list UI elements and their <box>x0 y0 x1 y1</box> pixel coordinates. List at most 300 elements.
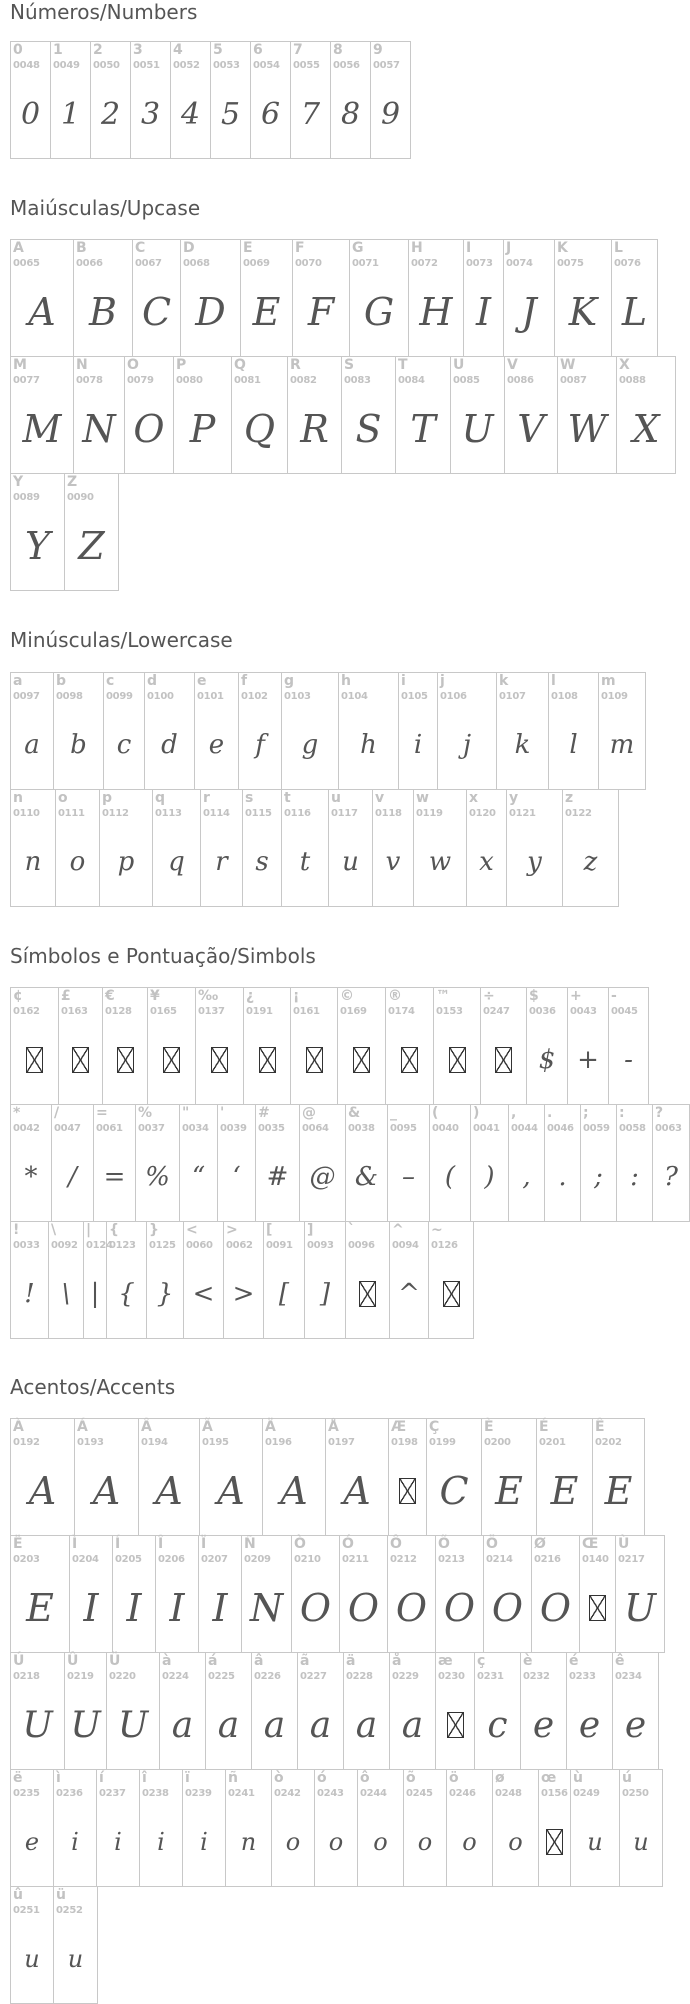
glyph-cell <box>342 357 396 473</box>
missing-glyph-icon <box>211 1047 228 1073</box>
glyph-sample: e <box>624 1704 647 1746</box>
character-code: 0104 <box>341 691 368 702</box>
character-code: 0089 <box>13 492 40 503</box>
character-code: 0090 <box>67 492 94 503</box>
glyph-sample: e <box>578 1704 601 1746</box>
glyph-cell <box>300 1105 346 1221</box>
glyph-cell <box>181 240 241 356</box>
character-code: 0040 <box>432 1123 459 1134</box>
glyph-cell <box>51 42 91 158</box>
character-code: 0057 <box>373 60 400 71</box>
character-code: 0218 <box>13 1671 40 1682</box>
glyph-sample: U <box>461 407 494 451</box>
glyph-cell <box>390 1653 436 1769</box>
glyph-preview <box>567 1681 612 1769</box>
glyph-cell <box>563 790 619 906</box>
glyph-sample: C <box>439 1469 469 1513</box>
glyph-preview <box>305 1250 345 1338</box>
character-label: H <box>411 240 423 256</box>
character-code: 0231 <box>477 1671 504 1682</box>
glyph-sample: E <box>26 1586 54 1630</box>
character-code: 0036 <box>529 1006 556 1017</box>
character-label: l <box>551 673 556 689</box>
glyph-sample: O <box>133 407 165 451</box>
glyph-sample: b <box>70 730 87 760</box>
glyph-sample: i <box>114 1828 122 1856</box>
glyph-preview <box>104 701 144 789</box>
glyph-cell <box>145 673 195 789</box>
character-code: 0093 <box>307 1240 334 1251</box>
character-label: á <box>208 1653 218 1669</box>
glyph-sample: e <box>208 730 225 760</box>
glyph-sample: u <box>342 847 359 877</box>
character-code: 0213 <box>438 1554 465 1565</box>
missing-glyph-icon <box>359 1281 376 1307</box>
glyph-sample: \ <box>61 1279 71 1309</box>
character-code: 0235 <box>13 1788 40 1799</box>
glyph-sample: s <box>255 847 269 877</box>
glyph-cell <box>174 357 232 473</box>
glyph-preview <box>54 1798 96 1886</box>
glyph-sample: { <box>118 1279 135 1309</box>
glyph-cell <box>251 42 291 158</box>
glyph-sample: a <box>263 1704 286 1746</box>
glyph-preview <box>226 1798 271 1886</box>
character-label: b <box>56 673 67 689</box>
glyph-cell <box>558 357 617 473</box>
glyph-preview <box>509 1133 544 1221</box>
glyph-sample: T <box>410 407 436 451</box>
glyph-preview <box>131 70 170 158</box>
glyph-sample: D <box>195 290 226 334</box>
glyph-cell <box>616 1536 665 1652</box>
glyph-sample: A <box>155 1469 183 1513</box>
character-code: 0047 <box>54 1123 81 1134</box>
glyph-preview <box>148 1016 195 1104</box>
character-label: ( <box>432 1105 439 1121</box>
glyph-cell <box>11 474 65 590</box>
character-label: P <box>176 357 187 373</box>
character-label: Ù <box>618 1536 630 1552</box>
character-label: ? <box>655 1105 664 1121</box>
character-code: 0116 <box>284 808 311 819</box>
character-label: i <box>401 673 406 689</box>
character-code: 0065 <box>13 258 40 269</box>
glyph-cell <box>482 1419 537 1535</box>
glyph-preview <box>339 701 398 789</box>
character-code: 0210 <box>294 1554 321 1565</box>
character-code: 0236 <box>56 1788 83 1799</box>
glyph-cell <box>11 42 51 158</box>
glyph-cell <box>244 988 291 1104</box>
glyph-preview <box>49 1250 83 1338</box>
missing-glyph-icon <box>163 1047 180 1073</box>
character-code: 0056 <box>333 60 360 71</box>
character-code: 0169 <box>340 1006 367 1017</box>
character-label: z <box>565 790 574 806</box>
glyph-preview <box>243 818 281 906</box>
character-code: 0059 <box>583 1123 610 1134</box>
character-code: 0060 <box>186 1240 213 1251</box>
glyph-preview <box>282 701 338 789</box>
glyph-cell <box>75 1419 139 1535</box>
glyph-sample: % <box>145 1162 170 1192</box>
glyph-cell <box>350 240 409 356</box>
section-title-symbols: Símbolos e Pontuação/Simbols <box>10 944 316 968</box>
glyph-sample: ( <box>444 1162 456 1192</box>
character-label: % <box>138 1105 153 1121</box>
character-code: 0112 <box>102 808 129 819</box>
character-code: 0113 <box>155 808 182 819</box>
glyph-row <box>10 1221 474 1339</box>
glyph-sample: – <box>402 1162 415 1192</box>
glyph-preview <box>56 818 99 906</box>
glyph-sample: I <box>212 1586 228 1630</box>
character-label: Œ <box>582 1536 599 1552</box>
character-code: 0075 <box>557 258 584 269</box>
character-code: 0196 <box>265 1437 292 1448</box>
glyph-cell <box>74 240 133 356</box>
character-code: 0212 <box>390 1554 417 1565</box>
character-label: n <box>13 790 23 806</box>
glyph-preview <box>125 385 173 473</box>
character-label: à <box>162 1653 172 1669</box>
glyph-cell <box>620 1770 663 1886</box>
glyph-preview <box>292 1564 339 1652</box>
character-label: œ <box>541 1770 557 1786</box>
character-label: 4 <box>173 42 183 58</box>
character-code: 0098 <box>56 691 83 702</box>
glyph-preview <box>288 385 341 473</box>
character-label: Y <box>13 474 24 490</box>
glyph-preview <box>346 1133 387 1221</box>
glyph-cell <box>434 988 481 1104</box>
glyph-cell <box>56 790 100 906</box>
glyph-sample: P <box>189 407 216 451</box>
glyph-preview <box>91 70 130 158</box>
glyph-cell <box>54 1887 98 2003</box>
glyph-cell <box>326 1419 389 1535</box>
glyph-cell <box>196 988 244 1104</box>
character-code: 0237 <box>99 1788 126 1799</box>
character-code: 0191 <box>246 1006 273 1017</box>
glyph-sample: | <box>90 1279 100 1309</box>
glyph-sample: y <box>527 847 542 877</box>
character-code: 0244 <box>360 1788 387 1799</box>
character-code: 0068 <box>183 258 210 269</box>
character-label: T <box>398 357 408 373</box>
character-code: 0102 <box>241 691 268 702</box>
character-code: 0209 <box>244 1554 271 1565</box>
glyph-cell <box>436 1536 484 1652</box>
glyph-sample: U <box>22 1704 53 1746</box>
character-code: 0087 <box>560 375 587 386</box>
glyph-cell <box>133 240 181 356</box>
glyph-preview <box>430 1133 470 1221</box>
glyph-preview <box>252 1681 297 1769</box>
missing-glyph-icon <box>399 1478 416 1504</box>
glyph-preview <box>396 385 450 473</box>
glyph-sample: S <box>355 407 382 451</box>
character-code: 0245 <box>406 1788 433 1799</box>
character-code: 0117 <box>331 808 358 819</box>
glyph-row <box>10 789 619 907</box>
glyph-preview <box>241 268 292 356</box>
character-code: 0234 <box>615 1671 642 1682</box>
character-label: é <box>569 1653 579 1669</box>
glyph-preview <box>242 1564 291 1652</box>
glyph-preview <box>160 1681 205 1769</box>
character-label: Ú <box>13 1653 25 1669</box>
character-label: - <box>611 988 617 1004</box>
glyph-sample: } <box>156 1279 174 1309</box>
glyph-cell <box>11 1653 65 1769</box>
character-label: 2 <box>93 42 103 58</box>
character-label: f <box>241 673 248 689</box>
glyph-preview <box>153 818 200 906</box>
character-label: € <box>105 988 115 1004</box>
character-code: 0207 <box>201 1554 228 1565</box>
glyph-sample: . <box>558 1162 567 1192</box>
glyph-cell <box>49 1222 84 1338</box>
glyph-cell <box>532 1536 580 1652</box>
glyph-cell <box>471 1105 509 1221</box>
glyph-sample: U <box>623 1586 657 1630</box>
character-label: q <box>155 790 166 806</box>
section-title-numbers: Números/Numbers <box>10 0 198 24</box>
character-label: ÷ <box>483 988 495 1004</box>
glyph-sample: l <box>569 730 578 760</box>
character-label: @ <box>302 1105 316 1121</box>
glyph-sample: G <box>363 290 395 334</box>
glyph-preview <box>581 1133 616 1221</box>
character-label: U <box>453 357 465 373</box>
glyph-sample: F <box>307 290 335 334</box>
character-code: 0123 <box>109 1240 136 1251</box>
glyph-sample: E <box>604 1469 633 1513</box>
glyph-preview <box>346 1250 389 1338</box>
glyph-sample: o <box>285 1828 301 1856</box>
glyph-sample: o <box>373 1828 388 1856</box>
glyph-cell <box>545 1105 581 1221</box>
character-code: 0238 <box>142 1788 169 1799</box>
glyph-preview <box>373 818 413 906</box>
character-label: s <box>245 790 254 806</box>
glyph-preview <box>291 1016 337 1104</box>
glyph-preview <box>65 502 118 590</box>
glyph-cell <box>241 240 293 356</box>
glyph-cell <box>549 673 599 789</box>
glyph-cell <box>612 240 658 356</box>
glyph-cell <box>613 1653 659 1769</box>
glyph-preview <box>211 70 250 158</box>
character-label: ë <box>13 1770 23 1786</box>
character-code: 0227 <box>300 1671 327 1682</box>
character-label: W <box>560 357 576 373</box>
character-label: æ <box>438 1653 453 1669</box>
character-label: ¥ <box>150 988 160 1004</box>
missing-glyph-icon <box>117 1047 134 1073</box>
glyph-preview <box>300 1133 345 1221</box>
glyph-sample: E <box>252 290 281 334</box>
glyph-preview <box>563 818 618 906</box>
character-label: ' <box>220 1105 225 1121</box>
glyph-preview <box>315 1798 357 1886</box>
glyph-cell <box>11 1105 52 1221</box>
missing-glyph-icon <box>353 1047 370 1073</box>
character-code: 0193 <box>77 1437 104 1448</box>
glyph-cell <box>329 790 373 906</box>
character-label: D <box>183 240 195 256</box>
glyph-cell <box>291 42 331 158</box>
glyph-cell <box>11 1222 49 1338</box>
glyph-row <box>10 239 658 357</box>
character-label: Á <box>77 1419 88 1435</box>
glyph-sample: 3 <box>140 96 161 132</box>
character-code: 0070 <box>295 258 322 269</box>
glyph-preview <box>613 1681 658 1769</box>
character-label: Ó <box>342 1536 354 1552</box>
character-code: 0099 <box>106 691 133 702</box>
glyph-sample: W <box>567 407 607 451</box>
character-label: ¿ <box>246 988 255 1004</box>
glyph-cell <box>91 42 131 158</box>
glyph-sample: g <box>301 730 319 760</box>
glyph-cell <box>54 673 104 789</box>
glyph-sample: A <box>28 1469 57 1513</box>
glyph-cell <box>414 790 467 906</box>
character-label: r <box>203 790 210 806</box>
glyph-cell <box>371 42 411 158</box>
glyph-sample: i <box>200 1828 208 1856</box>
character-label: ø <box>495 1770 505 1786</box>
glyph-cell <box>52 1105 94 1221</box>
missing-glyph-icon <box>26 1047 43 1073</box>
glyph-preview <box>340 1564 387 1652</box>
glyph-cell <box>504 240 555 356</box>
glyph-preview <box>65 1681 106 1769</box>
glyph-preview <box>291 70 330 158</box>
character-label: Õ <box>438 1536 450 1552</box>
glyph-sample: ] <box>319 1279 331 1309</box>
character-code: 0103 <box>284 691 311 702</box>
character-code: 0121 <box>509 808 536 819</box>
glyph-cell <box>11 988 59 1104</box>
character-code: 0162 <box>13 1006 40 1017</box>
character-label: = <box>96 1105 108 1121</box>
glyph-cell <box>11 1419 75 1535</box>
character-label: É <box>539 1419 549 1435</box>
glyph-sample: O <box>395 1586 428 1630</box>
character-code: 0122 <box>565 808 592 819</box>
glyph-cell <box>180 1105 218 1221</box>
glyph-cell <box>11 357 74 473</box>
glyph-sample: o <box>328 1828 344 1856</box>
glyph-cell <box>84 1222 113 1338</box>
glyph-sample: a <box>401 1704 424 1746</box>
glyph-cell <box>232 357 288 473</box>
character-code: 0085 <box>453 375 480 386</box>
glyph-preview <box>59 1016 102 1104</box>
glyph-sample: t <box>299 847 311 877</box>
character-label: ® <box>388 988 402 1004</box>
glyph-cell <box>183 1770 226 1886</box>
character-code: 0037 <box>138 1123 165 1134</box>
glyph-cell <box>125 357 174 473</box>
glyph-preview <box>390 1250 428 1338</box>
glyph-preview <box>555 268 611 356</box>
character-label: { <box>109 1222 119 1238</box>
glyph-preview <box>447 1798 492 1886</box>
character-code: 0248 <box>495 1788 522 1799</box>
character-label: V <box>507 357 518 373</box>
glyph-preview <box>147 1250 183 1338</box>
glyph-preview <box>342 385 395 473</box>
glyph-cell <box>100 790 153 906</box>
glyph-cell <box>272 1770 315 1886</box>
character-label: ò <box>274 1770 284 1786</box>
glyph-cell <box>507 790 563 906</box>
glyph-sample: z <box>583 847 598 877</box>
glyph-preview <box>388 1564 435 1652</box>
character-code: 0039 <box>220 1123 247 1134</box>
character-label: Í <box>115 1536 121 1552</box>
glyph-sample: U <box>70 1704 101 1746</box>
glyph-cell <box>103 988 148 1104</box>
glyph-preview <box>136 1133 179 1221</box>
glyph-cell <box>481 988 527 1104</box>
glyph-cell <box>427 1419 482 1535</box>
missing-glyph-icon <box>72 1047 89 1073</box>
character-label: ™ <box>436 988 450 1004</box>
glyph-cell <box>242 1536 292 1652</box>
character-label: © <box>340 988 354 1004</box>
glyph-sample: [ <box>278 1279 290 1309</box>
glyph-preview <box>390 1681 435 1769</box>
character-label: Ê <box>595 1419 605 1435</box>
glyph-cell <box>156 1536 199 1652</box>
glyph-row <box>10 1652 659 1770</box>
glyph-cell <box>11 1887 54 2003</box>
glyph-preview <box>293 268 349 356</box>
glyph-preview <box>617 1133 652 1221</box>
glyph-preview <box>206 1681 251 1769</box>
glyph-cell <box>580 1536 616 1652</box>
character-code: 0051 <box>133 60 160 71</box>
character-label: Æ <box>391 1419 407 1435</box>
character-code: 0192 <box>13 1437 40 1448</box>
glyph-row <box>10 473 119 591</box>
missing-glyph-icon <box>495 1047 512 1073</box>
glyph-sample: r <box>215 847 228 877</box>
glyph-sample: ‘ <box>232 1162 241 1192</box>
character-code: 0140 <box>582 1554 609 1565</box>
character-label: o <box>58 790 68 806</box>
glyph-cell <box>315 1770 358 1886</box>
character-code: 0174 <box>388 1006 415 1017</box>
glyph-sample: ! <box>24 1279 35 1309</box>
glyph-sample: E <box>550 1469 579 1513</box>
glyph-preview <box>467 818 506 906</box>
glyph-preview <box>331 70 370 158</box>
glyph-sample: h <box>360 730 377 760</box>
character-label: 5 <box>213 42 223 58</box>
character-code: 0035 <box>258 1123 285 1134</box>
glyph-preview <box>263 1447 325 1535</box>
section-title-upcase: Maiúsculas/Upcase <box>10 196 201 220</box>
character-code: 0086 <box>507 375 534 386</box>
glyph-sample: N <box>249 1586 284 1630</box>
